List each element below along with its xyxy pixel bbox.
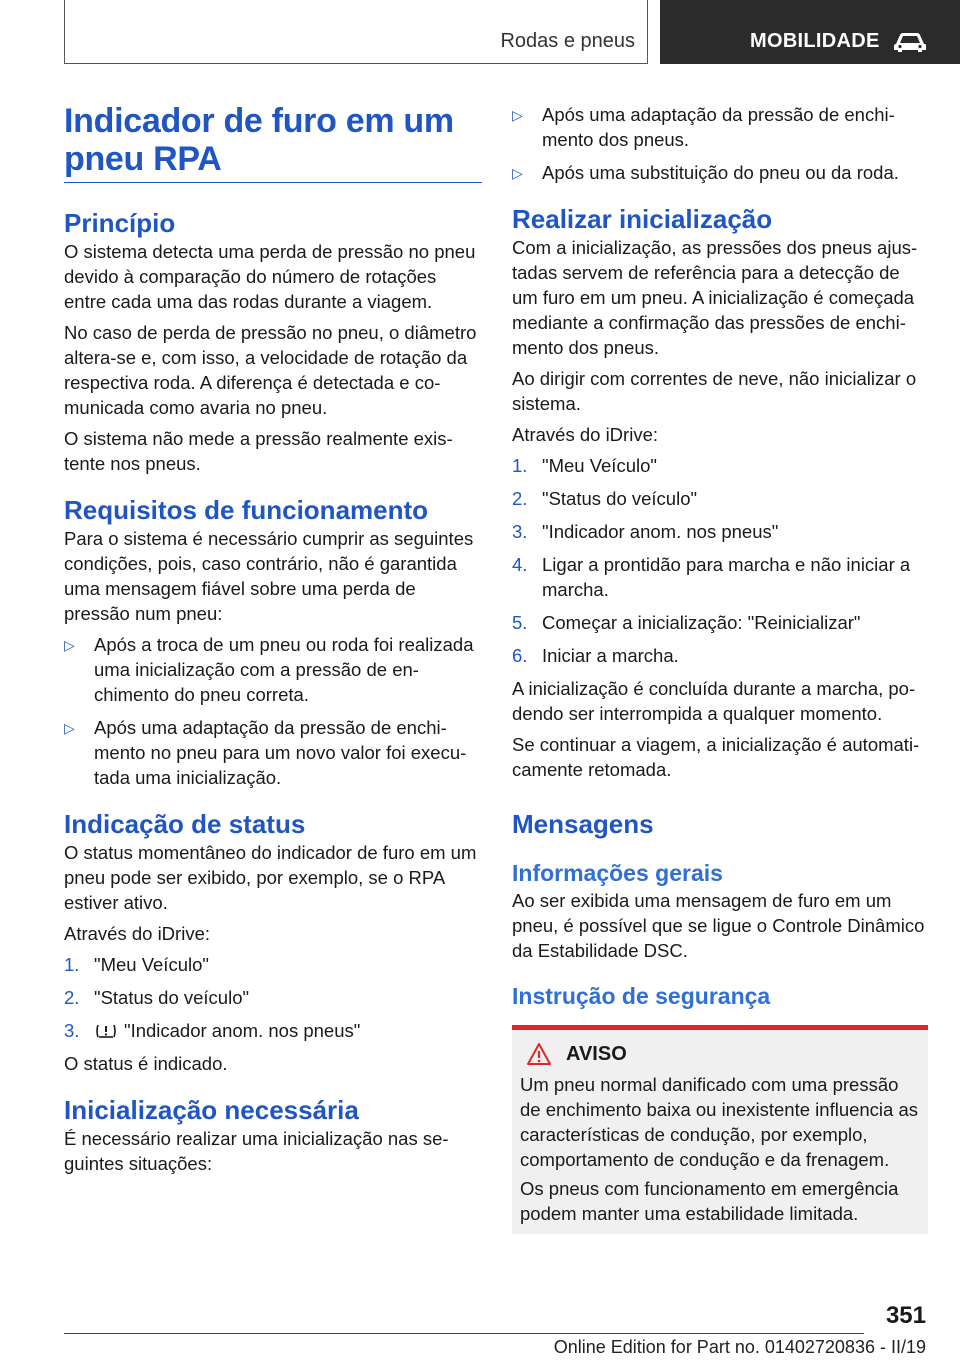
paragraph: Com a inicialização, as pressões dos pneus ajustadas servem de referência para a detecção de um furo em um pneu. A inicialização é começada mediante a confirmação das pressões de enchimento dos pneus.: [512, 237, 918, 358]
header-chapter-box: [660, 0, 960, 64]
warning-box: [512, 1025, 928, 1234]
list-item: 1. "Meu Veículo": [64, 954, 209, 975]
paragraph: É necessário realizar uma inicialização nas seguintes situações:: [64, 1128, 449, 1174]
page-title-line1: Indicador de furo em um: [64, 102, 454, 140]
warning-header: [520, 1042, 920, 1066]
list-item: 6. Iniciar a marcha.: [512, 645, 679, 666]
list-item: ▷ Após uma adaptação da pressão de enchimento dos pneus.: [512, 104, 895, 150]
title-rule: [64, 182, 482, 183]
tire-pressure-warning-icon: [94, 1022, 118, 1040]
heading-principio: Princípio: [64, 208, 176, 238]
realizar-steps: [512, 453, 928, 668]
heading-requisitos: Requisitos de funcionamento: [64, 495, 429, 525]
triangle-bullet-icon: ▷: [512, 107, 523, 123]
header-section-title: Rodas e pneus: [500, 30, 635, 52]
list-item: ▷ Após uma adaptação da pressão de enchimento no pneu para um novo valor foi executada uma inicialização.: [64, 717, 467, 788]
heading-mensagens: Mensagens: [512, 809, 654, 839]
list-item: ▷ Após a troca de um pneu ou roda foi realizada uma inicialização com a pressão de enchimento do pneu correta.: [64, 634, 474, 705]
triangle-bullet-icon: ▷: [64, 720, 75, 736]
heading-init-needed: Inicialização necessária: [64, 1095, 359, 1125]
paragraph: O sistema não mede a pressão realmente existente nos pneus.: [64, 428, 453, 474]
requisitos-list: [64, 632, 482, 790]
car-icon: [892, 30, 928, 54]
heading-status: Indicação de status: [64, 809, 306, 839]
paragraph: O status momentâneo do indicador de furo em um pneu pode ser exibido, por exemplo, se o RPA estiver ativo.: [64, 842, 477, 913]
paragraph: Se continuar a viagem, a inicialização é automaticamente retomada.: [512, 734, 920, 780]
page-number: 351: [885, 1302, 926, 1329]
paragraph: O sistema detecta uma perda de pressão no pneu devido à comparação do número de rotações entre cada uma das rodas durante a viagem.: [64, 241, 476, 312]
paragraph: Ao dirigir com correntes de neve, não inicializar o sistema.: [512, 368, 917, 414]
paragraph: O status é indicado.: [64, 1053, 228, 1074]
heading-realizar: Realizar inicialização: [512, 204, 773, 234]
list-item: 2. "Status do veículo": [64, 987, 250, 1008]
list-item: 1. "Meu Veículo": [512, 455, 657, 476]
list-item: 2. "Status do veículo": [512, 488, 698, 509]
header-chapter-title: MOBILIDADE: [750, 30, 880, 52]
page-title-line2: pneu RPA: [64, 140, 222, 178]
heading-info: Informações gerais: [512, 860, 723, 886]
header-section-box: [64, 0, 648, 64]
page-title: [64, 102, 482, 178]
triangle-bullet-icon: ▷: [64, 637, 75, 653]
edition-footer: Online Edition for Part no. 01402720836 - II/19: [553, 1337, 926, 1357]
triangle-bullet-icon: ▷: [512, 165, 523, 181]
paragraph: Através do iDrive:: [512, 424, 658, 445]
list-item: 3. "Indicador anom. nos pneus": [512, 521, 779, 542]
status-steps: [64, 952, 482, 1043]
list-item: 4. Ligar a prontidão para marcha e não iniciar a marcha.: [512, 554, 911, 600]
left-column: [64, 102, 482, 1182]
right-column: [512, 102, 928, 1234]
heading-seguranca: Instrução de segurança: [512, 983, 771, 1009]
list-item: 3. "Indicador anom. nos pneus": [64, 1020, 361, 1041]
warning-text: Os pneus com funcionamento em emergência podem manter uma estabilidade limitada.: [520, 1178, 899, 1224]
paragraph: Para o sistema é necessário cumprir as seguintes condições, pois, caso contrário, não é garantida uma mensagem fiável sobre uma perda de pressão num pneu:: [64, 528, 474, 624]
paragraph: No caso de perda de pressão no pneu, o diâmetro altera-se e, com isso, a velocidade de rotação da respectiva roda. A diferença é detectada e comunicada como avaria no pneu.: [64, 322, 477, 418]
init-needed-list: [512, 102, 928, 185]
paragraph: Ao ser exibida uma mensagem de furo em um pneu, é possível que se ligue o Controle Dinâmico da Estabilidade DSC.: [512, 890, 925, 961]
warning-text: Um pneu normal danificado com uma pressão de enchimento baixa ou inexistente influencia as características de condução, por exemplo, comportamento de condução e da frenagem.: [520, 1074, 919, 1170]
paragraph: A inicialização é concluída durante a marcha, podendo ser interrompida a qualquer momento.: [512, 678, 916, 724]
list-item: ▷ Após uma substituição do pneu ou da roda.: [512, 160, 928, 185]
paragraph: Através do iDrive:: [64, 923, 210, 944]
warning-title: AVISO: [566, 1042, 627, 1065]
footer-rule: [64, 1333, 864, 1334]
list-item: 5. Começar a inicialização: "Reinicializar": [512, 612, 861, 633]
warning-triangle-icon: [526, 1042, 552, 1066]
